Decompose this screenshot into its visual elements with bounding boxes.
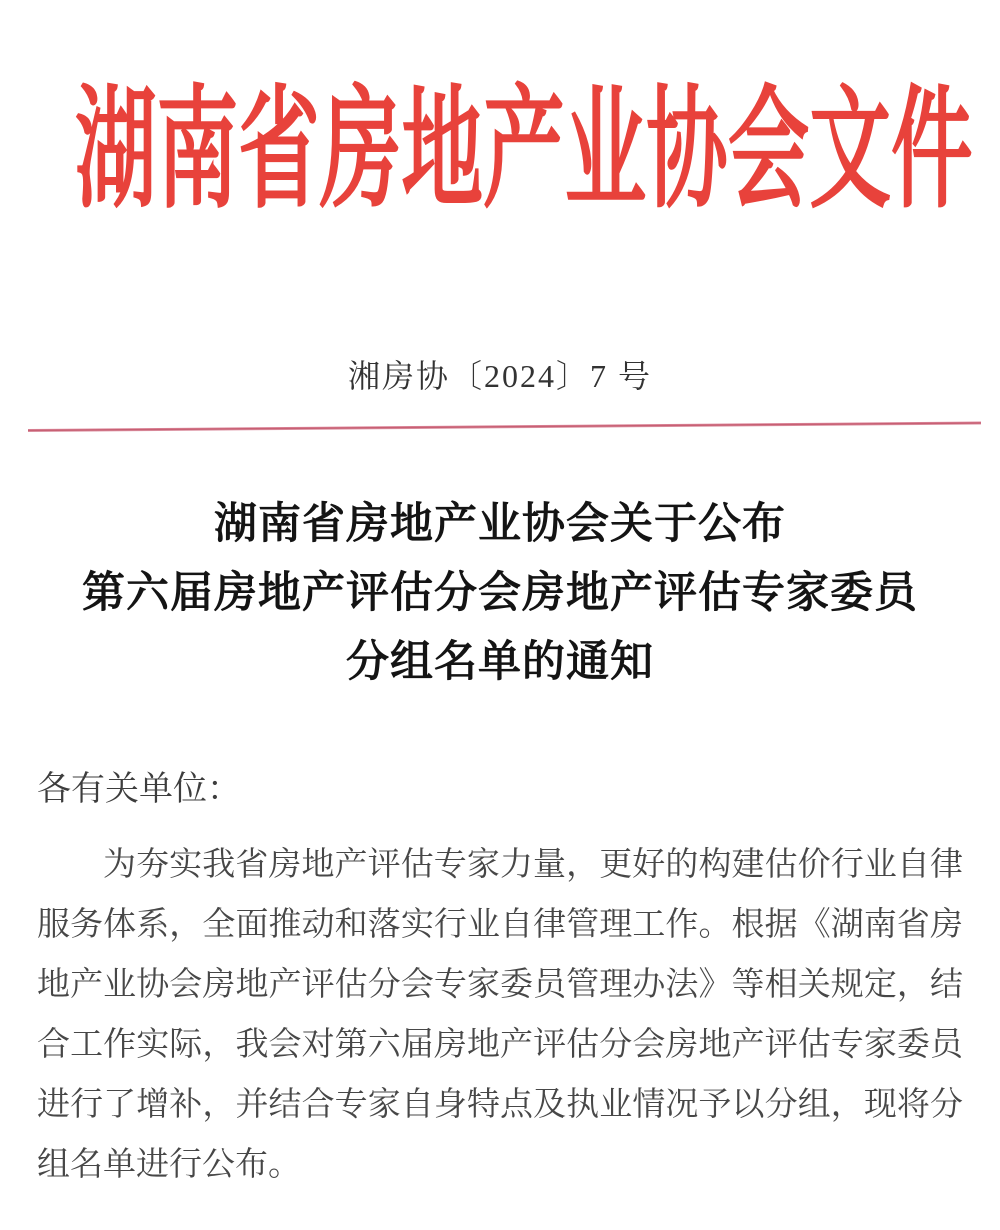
paragraph-line: 合工作实际，我会对第六届房地产评估分会房地产评估专家委员 bbox=[37, 1027, 963, 1063]
doc-number: 湘房协〔2024〕7 号 bbox=[347, 358, 652, 394]
paragraph-line: 进行了增补，并结合专家自身特点及执业情况予以分组，现将分 bbox=[37, 1087, 963, 1123]
agency-masthead-title: 湖南省房地产业协会文件 bbox=[75, 76, 973, 225]
notice-title-line-3: 分组名单的通知 bbox=[346, 639, 654, 686]
paragraph-line: 为夯实我省房地产评估专家力量，更好的构建估价行业自律 bbox=[103, 847, 963, 883]
paragraph-line: 地产业协会房地产评估分会专家委员管理办法》等相关规定，结 bbox=[37, 967, 963, 1003]
body-paragraph bbox=[37, 835, 963, 1195]
red-divider-rule bbox=[28, 422, 981, 432]
paragraph-line: 服务体系，全面推动和落实行业自律管理工作。根据《湖南省房 bbox=[37, 907, 963, 943]
notice-title bbox=[0, 490, 1000, 697]
salutation: 各有关单位： bbox=[37, 771, 241, 808]
paragraph-line: 组名单进行公布。 bbox=[37, 1147, 301, 1183]
notice-title-line-2: 第六届房地产评估分会房地产评估专家委员 bbox=[82, 570, 918, 617]
notice-title-line-1: 湖南省房地产业协会关于公布 bbox=[214, 501, 786, 548]
